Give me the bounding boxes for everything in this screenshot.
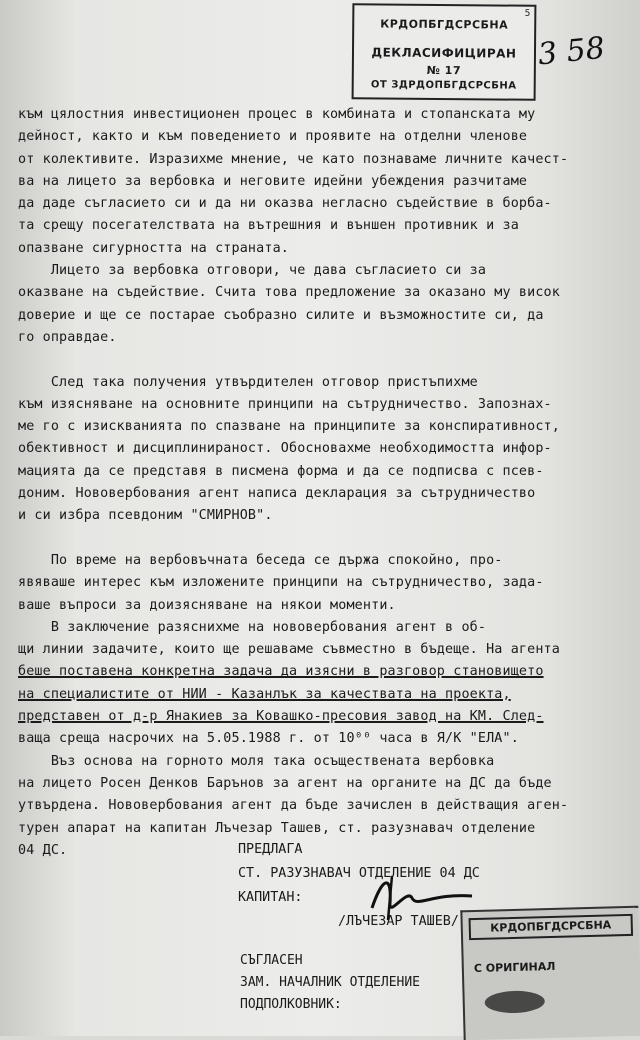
stamp-from-line: ОТ ЗДРДОПБГДСРСБНА <box>370 79 517 92</box>
body-line: ваше въпроси за доизясняване на някои моменти. <box>18 597 396 613</box>
body-line-underlined: беше поставена конкретна задача да изясни в разговор становището <box>18 664 544 680</box>
stamp-declassified-line: ДЕКЛАСИФИЦИРАН <box>371 45 517 61</box>
body-line: от колективите. Изразихме мнение, че като познаваме личните качест- <box>18 151 569 167</box>
body-line: ме го с изискванията по спазване на принципите за конспиративност, <box>18 419 560 435</box>
body-line: ва на лицето за вербовка и неговите идейни убеждения разчитаме <box>18 173 528 189</box>
stamp-corner-number: 5 <box>524 8 531 19</box>
body-line: и си избра псевдоним "СМИРНОВ". <box>18 508 273 524</box>
body-line: опазване сигурността на страната. <box>18 240 289 256</box>
body-line: обективност и дисциплинираност. Обосновахме необходимостта инфор- <box>18 441 552 457</box>
body-line: явяваше интерес към изложените принципи на сътрудничество, зада- <box>18 575 544 591</box>
copy-stamp-text: С ОРИГИНАЛ <box>473 959 556 976</box>
body-line-underlined: на специалистите от НИИ - Казанлък за качествата на проекта, <box>18 686 511 702</box>
ink-blot <box>484 990 545 1014</box>
handwritten-reference: 3 58 <box>536 30 607 73</box>
report-body <box>18 104 636 862</box>
approver-position: ЗАМ. НАЧАЛНИК ОТДЕЛЕНИЕ <box>240 975 421 990</box>
body-line: към цялостния инвестиционен процес в комбината и стопанската му <box>18 107 536 122</box>
stamp-number-line: № 17 <box>426 63 462 78</box>
proposes-label: ПРЕДЛАГА <box>238 842 303 857</box>
body-line: го оправдае. <box>18 329 117 345</box>
body-line: та срещу посегателствата на вътрешния и външен противник и за <box>18 218 519 234</box>
body-line: доним. Нововербования агент написа декларация за сътрудничество <box>18 486 536 502</box>
declassification-stamp <box>352 3 537 101</box>
body-line: Лицето за вербовка отговори, че дава съгласието си за <box>18 263 487 279</box>
approver-rank: ПОДПОЛКОВНИК: <box>240 997 342 1012</box>
copy-stamp-header: КРДОПБГДСРСБНА <box>469 914 634 940</box>
body-line: 04 ДС. <box>18 842 68 858</box>
body-line: оказване на съдействие. Счита това предложение за оказано му висок <box>18 285 560 301</box>
body-line: В заключение разяснихме на нововербования агент в об- <box>18 619 487 635</box>
stamp-agency-line: КРДОПБГДСРСБНА <box>380 17 509 32</box>
body-line: да даде съгласието си и да ни оказва негласно съдействие в борба- <box>18 196 552 212</box>
agreed-label: СЪГЛАСЕН <box>240 953 303 968</box>
proposer-rank: КАПИТАН: <box>238 890 303 905</box>
body-line: утвърдена. Нововербования агент да бъде зачислен в действащия аген- <box>18 798 569 814</box>
body-line: на лицето Росен Денков Барънов за агент на органите на ДС да бъде <box>18 775 552 791</box>
body-line: дейност, както и към поведението и проявите на отделни членове <box>18 129 528 145</box>
body-line: ваща среща насрочих на 5.05.1988 г. от 10⁰⁰ часа в Я/К "ЕЛА". <box>18 731 519 747</box>
proposer-name: /ЛЪЧЕЗАР ТАШЕВ/ <box>338 914 459 929</box>
body-line: доверие и ще се постарае съобразно силите и възможностите си, да <box>18 307 544 323</box>
body-line <box>18 349 636 371</box>
proposer-position: СТ. РАЗУЗНАВАЧ ОТДЕЛЕНИЕ 04 ДС <box>238 866 480 881</box>
body-line: щи линии задачите, които ще решаваме съвместно в бъдеще. На агента <box>18 642 560 658</box>
body-line: По време на вербовъчната беседа се държа спокойно, про- <box>18 552 503 568</box>
body-line-underlined: представен от д-р Янакиев за Ковашко-пресовия завод на КМ. След- <box>18 709 544 725</box>
body-line: към изясняване на основните принципи на сътрудничество. Запознах- <box>18 396 552 412</box>
copy-stamp <box>460 906 640 1040</box>
body-line <box>18 528 636 550</box>
body-line: След така получения утвърдителен отговор пристъпихме <box>18 374 478 390</box>
body-line: Въз основа на горното моля така осъществената вербовка <box>18 753 495 769</box>
body-line: турен апарат на капитан Лъчезар Ташев, ст. разузнавач отделение <box>18 820 536 836</box>
body-line: мацията да се представя в писмена форма и да се подписва с псев- <box>18 463 544 479</box>
